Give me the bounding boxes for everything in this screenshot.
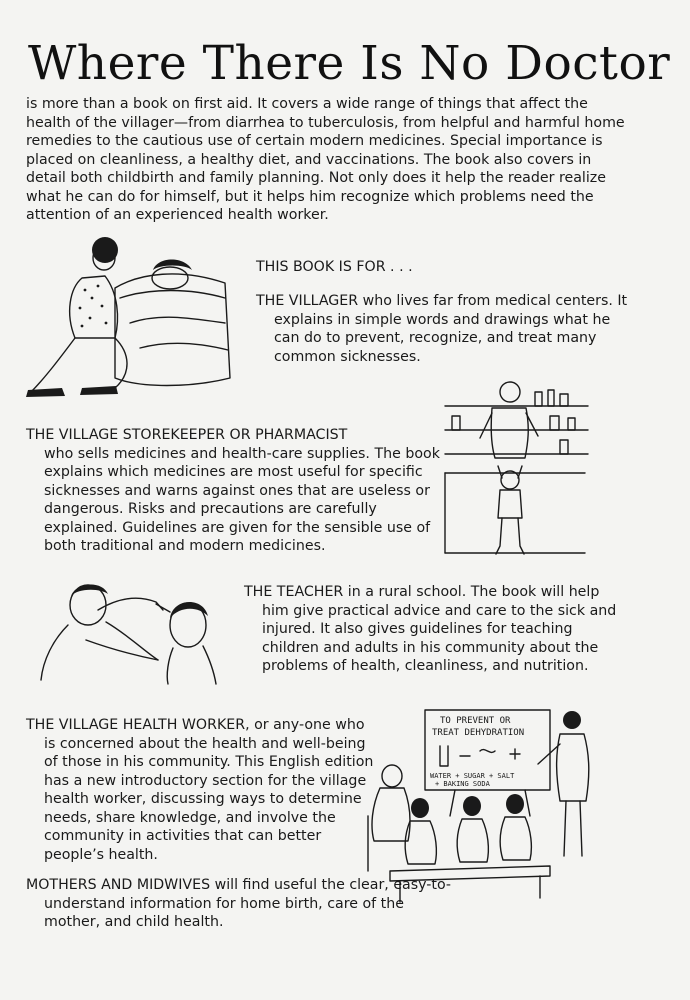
section-teacher-lead: THE TEACHER bbox=[244, 584, 344, 600]
audience-heading: THIS BOOK IS FOR . . . bbox=[256, 259, 413, 275]
section-health-worker-text: or any-one who is concerned about the health and well-being of those in his community. This English edition has a new introductory section for the village health worker, discussing ways to determine needs, share knowledge, and involve the community in activities that can better people’s health. bbox=[44, 717, 374, 863]
illustration-teacher bbox=[38, 580, 223, 685]
teacher-drawing bbox=[38, 580, 223, 685]
section-mothers-text: will find useful the clear, easy-to-understand information for home birth, care of the mother, and child health. bbox=[44, 877, 452, 930]
pharmacy-drawing bbox=[440, 378, 590, 570]
section-storekeeper-lead: THE VILLAGE STOREKEEPER OR PHARMACIST bbox=[26, 427, 348, 443]
board-line-1: TO PREVENT OR bbox=[440, 716, 511, 726]
section-health-worker-lead: THE VILLAGE HEALTH WORKER, bbox=[26, 717, 250, 733]
section-mothers-lead: MOTHERS AND MIDWIVES bbox=[26, 877, 211, 893]
board-line-3: WATER + SUGAR + SALT bbox=[430, 772, 515, 780]
section-villager-lead: THE VILLAGER bbox=[256, 293, 359, 309]
section-storekeeper-text: who sells medicines and health-care supplies. The book explains which medicines are most useful for specific sicknesses and warns against ones that are useless or dangerous. Risks and precautions are carefully explained. Guidelines are given for the sensible use of both traditional and modern medicines. bbox=[44, 445, 440, 554]
boy-by-bed-drawing bbox=[20, 228, 235, 403]
section-teacher bbox=[244, 583, 622, 676]
section-mothers bbox=[26, 876, 464, 932]
section-storekeeper bbox=[26, 426, 454, 556]
section-teacher-text: in a rural school. The book will help him give practical advice and care to the sick and injured. It also gives guidelines for teaching children and adults in his community about the problems of health, cleanliness, and nutrition. bbox=[262, 584, 617, 674]
section-villager-text: who lives far from medical centers. It explains in simple words and drawings what he can do to prevent, recognize, and treat many common sicknesses. bbox=[274, 293, 628, 365]
intro-paragraph: is more than a book on first aid. It covers a wide range of things that affect the health of the villager—from diarrhea to tuberculosis, from helpful and harmful home remedies to the cautious use of certain modern medicines. Special importance is placed on cleanliness, a healthy diet, and vaccinations. The book also covers in detail both childbirth and family planning. Not only does it help the reader realize what he can do for himself, but it helps him recognize which problems need the attention of an experienced health worker. bbox=[26, 96, 625, 223]
section-villager bbox=[256, 292, 636, 366]
illustration-pharmacy bbox=[440, 378, 590, 570]
page-title: Where There Is No Doctor bbox=[28, 36, 671, 91]
board-line-2: TREAT DEHYDRATION bbox=[432, 728, 525, 738]
section-health-worker bbox=[26, 716, 379, 864]
board-line-4: + BAKING SODA bbox=[435, 780, 490, 788]
illustration-boy-by-bed bbox=[20, 228, 235, 403]
